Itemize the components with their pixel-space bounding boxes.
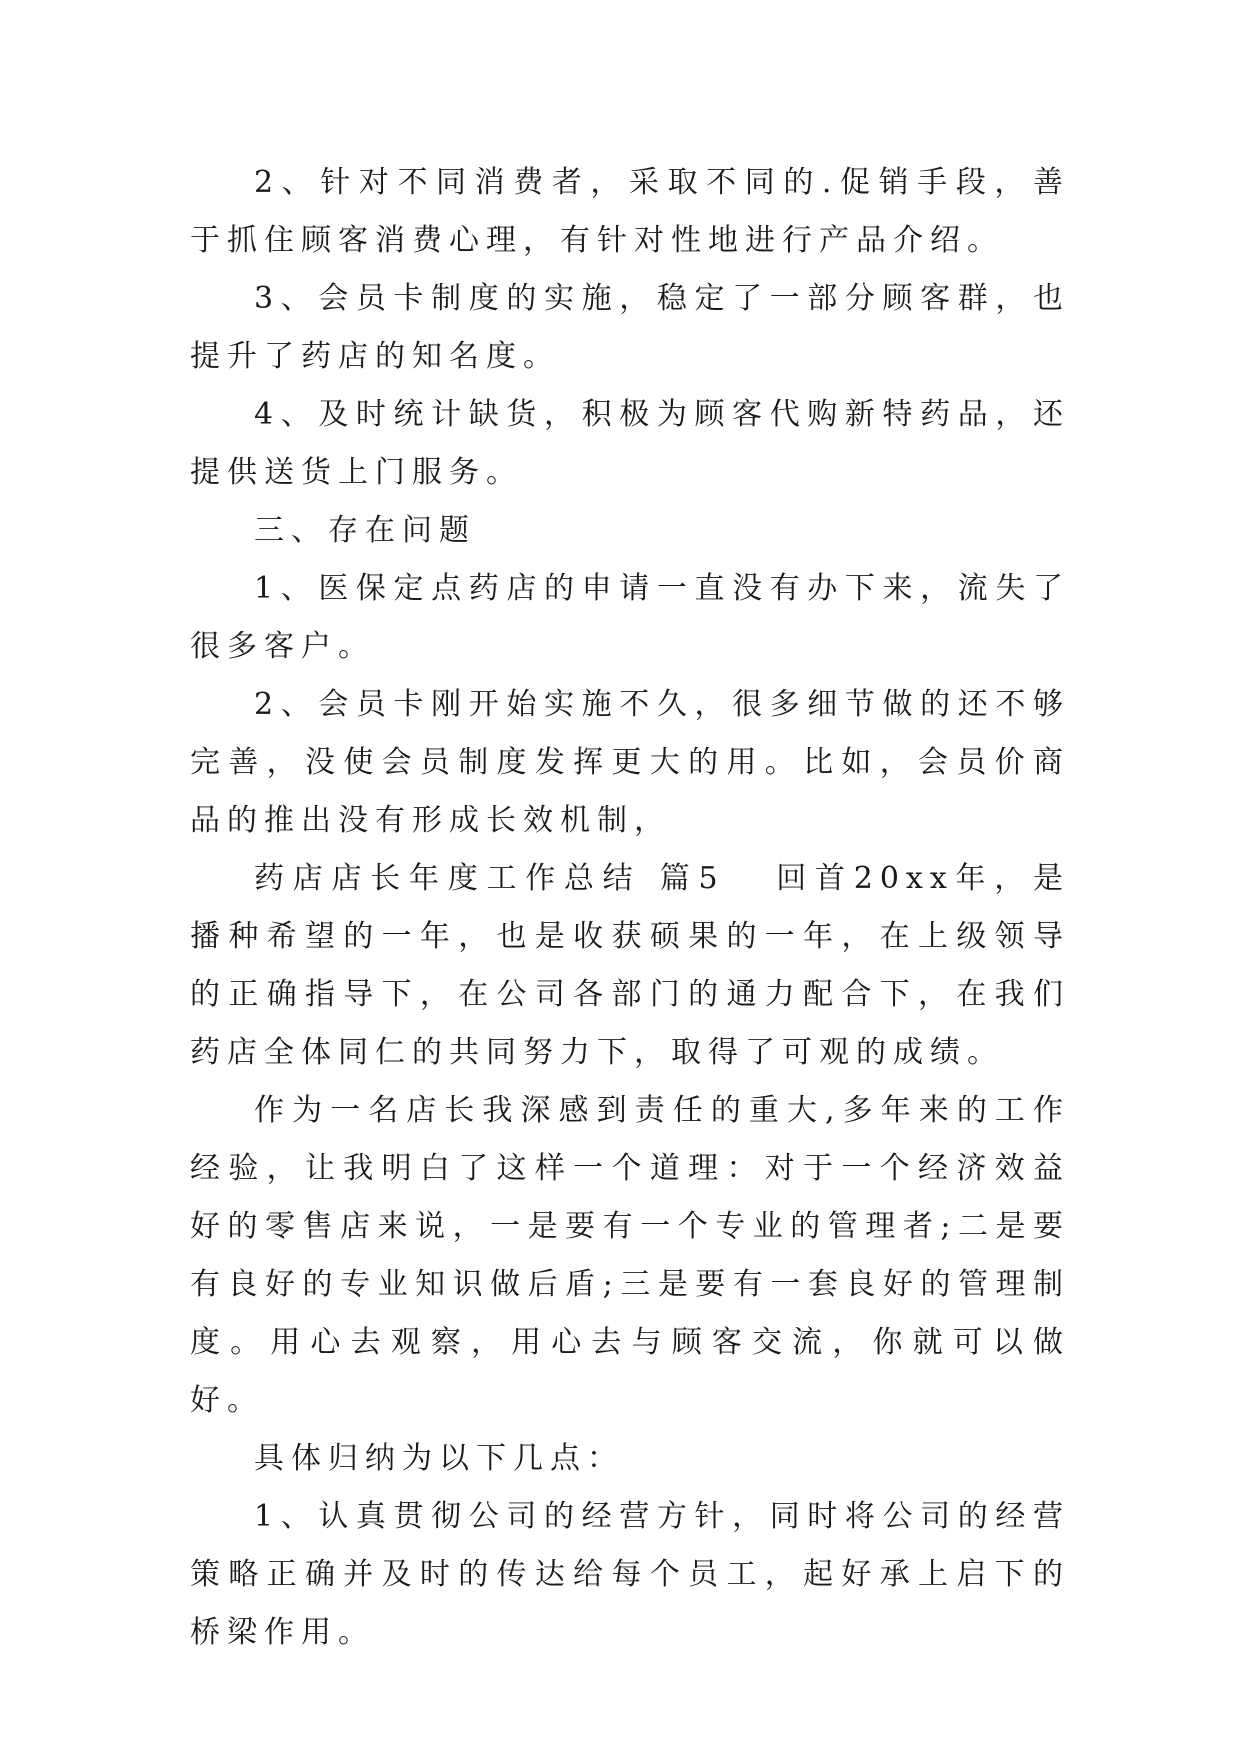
section-intro: 回首20xx年，是播种希望的一年，也是收获硕果的一年，在上级领导的正确指导下，在公司各部门的通力配合下，在我们药店全体同仁的共同努力下，取得了可观的成绩。	[190, 861, 1070, 1070]
heading-existing-problems: 三、存在问题	[254, 513, 476, 548]
paragraph-membership-details: 2、会员卡刚开始实施不久，很多细节做的还不够完善，没使会员制度发挥更大的用。比如，会员价商品的推出没有形成长效机制，	[190, 687, 1070, 838]
paragraph-summary-intro: 具体归纳为以下几点：	[254, 1441, 624, 1476]
paragraph-medical-insurance: 1、医保定点药店的申请一直没有办下来，流失了很多客户。	[190, 571, 1070, 664]
paragraph-company-policy: 1、认真贯彻公司的经营方针，同时将公司的经营策略正确并及时的传达给每个员工，起好承上启下的桥梁作用。	[190, 1499, 1070, 1650]
paragraph-stock-shortage: 4、及时统计缺货，积极为顾客代购新特药品，还提供送货上门服务。	[190, 397, 1070, 490]
paragraph-section-5	[190, 850, 1070, 1082]
document-body	[190, 154, 1070, 1662]
section-heading: 药店店长年度工作总结 篇5	[254, 861, 725, 896]
paragraph-promotion-methods: 2、针对不同消费者，采取不同的.促销手段，善于抓住顾客消费心理，有针对性地进行产品介绍。	[190, 165, 1070, 258]
paragraph-store-manager: 作为一名店长我深感到责任的重大,多年来的工作经验，让我明白了这样一个道理：对于一个经济效益好的零售店来说，一是要有一个专业的管理者;二是要有良好的专业知识做后盾;三是要有一套良好的管理制度。用心去观察，用心去与顾客交流，你就可以做好。	[190, 1093, 1070, 1418]
paragraph-membership-card: 3、会员卡制度的实施，稳定了一部分顾客群，也提升了药店的知名度。	[190, 281, 1070, 374]
